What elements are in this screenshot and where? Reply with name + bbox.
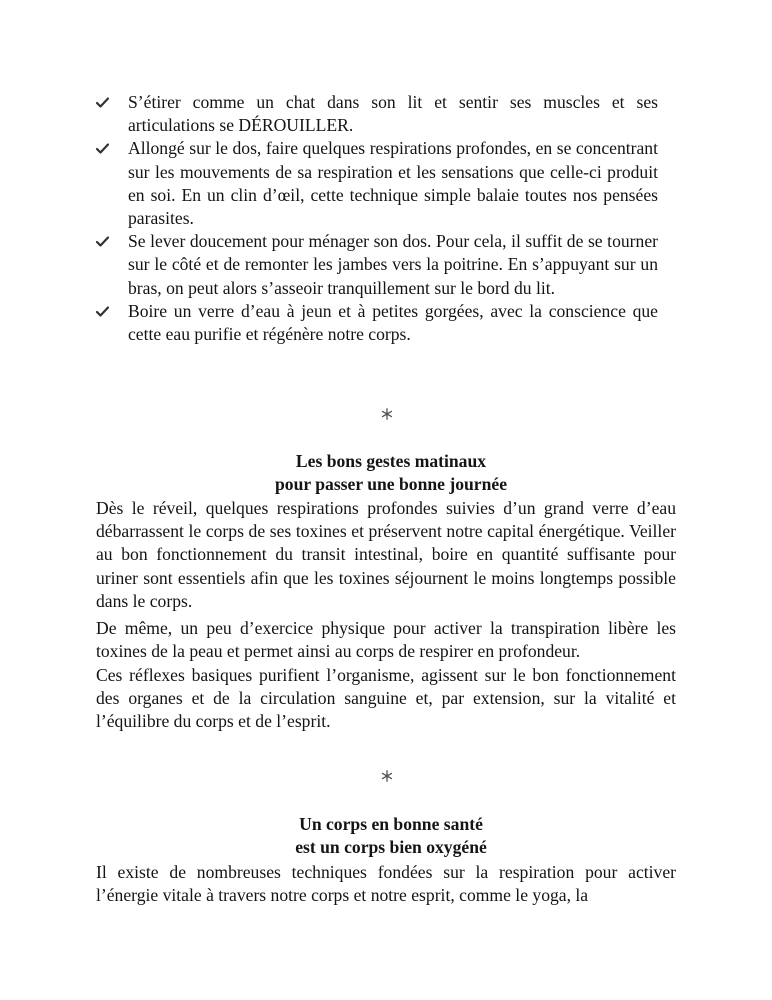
list-item-text: Allongé sur le dos, faire quelques respirations profondes, en se concentrant sur les mouvements de sa respiration et les sensations que celle-ci produit en soi. En un clin d’œil, cette technique simple balaie toutes nos pensées parasites. — [128, 138, 658, 229]
list-item — [96, 300, 658, 346]
paragraph: Ces réflexes basiques purifient l’organisme, agissent sur le bon fonctionnement des organes et de la circulation sanguine et, par extension, sur la vitalité et l’équilibre du corps et de l’esprit. — [96, 665, 676, 732]
list-item — [96, 230, 658, 300]
paragraph: De même, un peu d’exercice physique pour activer la transpiration libère les toxines de la peau et permet ainsi au corps de respirer en profondeur. — [96, 618, 676, 662]
check-mark-icon — [96, 236, 109, 247]
check-mark-icon — [96, 306, 109, 317]
list-item-text: S’étirer comme un chat dans son lit et sentir ses muscles et ses articulations se DÉROUILLER. — [128, 92, 658, 136]
bullet-list — [96, 91, 658, 346]
snowflake-ornament-icon — [381, 408, 393, 420]
snowflake-ornament-icon — [381, 770, 393, 782]
heading-line: pour passer une bonne journée — [274, 474, 508, 494]
list-item-text: Se lever doucement pour ménager son dos. Pour cela, il suffit de se tourner sur le côté et de remonter les jambes vers la poitrine. En s’appuyant sur un bras, on peut alors s’asseoir tranquillement sur le bord du lit. — [128, 231, 658, 298]
heading-line: Les bons gestes matinaux — [295, 451, 487, 471]
check-mark-icon — [96, 143, 109, 154]
paragraph: Il existe de nombreuses techniques fondées sur la respiration pour activer l’énergie vitale à travers notre corps et notre esprit, comme le yoga, la — [96, 862, 676, 906]
list-item — [96, 91, 658, 137]
check-mark-icon — [96, 97, 109, 108]
heading-line: est un corps bien oxygéné — [295, 837, 487, 857]
section-heading — [96, 813, 686, 859]
heading-line: Un corps en bonne santé — [299, 814, 483, 834]
list-item-text: Boire un verre d’eau à jeun et à petites gorgées, avec la conscience que cette eau purifie et régénère notre corps. — [128, 300, 658, 345]
list-item — [96, 137, 658, 230]
paragraph: Dès le réveil, quelques respirations profondes suivies d’un grand verre d’eau débarrassent le corps de ses toxines et préservent notre capital énergétique. Veiller au bon fonctionnement du transit intestinal, boire en quantité suffisante pour uriner sont essentiels afin que les toxines séjournent le moins longtemps possible dans le corps. — [96, 498, 676, 611]
section-heading — [96, 450, 686, 496]
